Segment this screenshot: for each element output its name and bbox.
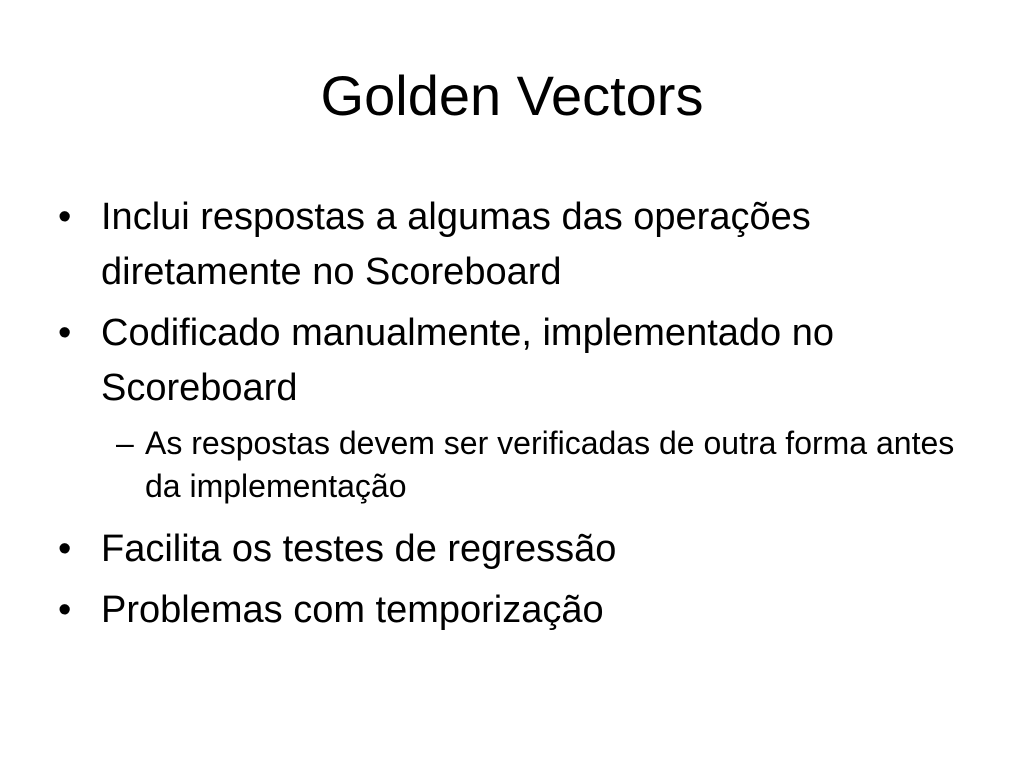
sub-bullet-item bbox=[116, 422, 978, 508]
sub-bullet-text: As respostas devem ser verificadas de outra forma antes da implementação bbox=[145, 425, 955, 504]
bullet-text: Problemas com temporização bbox=[101, 589, 604, 631]
bullet-text: Facilita os testes de regressão bbox=[101, 528, 617, 570]
bullet-marker: • bbox=[58, 196, 72, 238]
bullet-marker: • bbox=[58, 589, 72, 631]
bullet-text: Inclui respostas a algumas das operações diretamente no Scoreboard bbox=[101, 196, 811, 293]
bullet-item bbox=[58, 583, 978, 638]
bullet-list bbox=[58, 190, 978, 644]
bullet-item bbox=[58, 190, 978, 300]
bullet-marker: • bbox=[58, 312, 72, 354]
slide-title: Golden Vectors bbox=[320, 64, 704, 127]
bullet-item bbox=[58, 306, 978, 416]
bullet-marker: • bbox=[58, 528, 72, 570]
bullet-item bbox=[58, 522, 978, 577]
bullet-text: Codificado manualmente, implementado no Scoreboard bbox=[101, 312, 834, 409]
sub-bullet-marker: – bbox=[116, 425, 134, 461]
